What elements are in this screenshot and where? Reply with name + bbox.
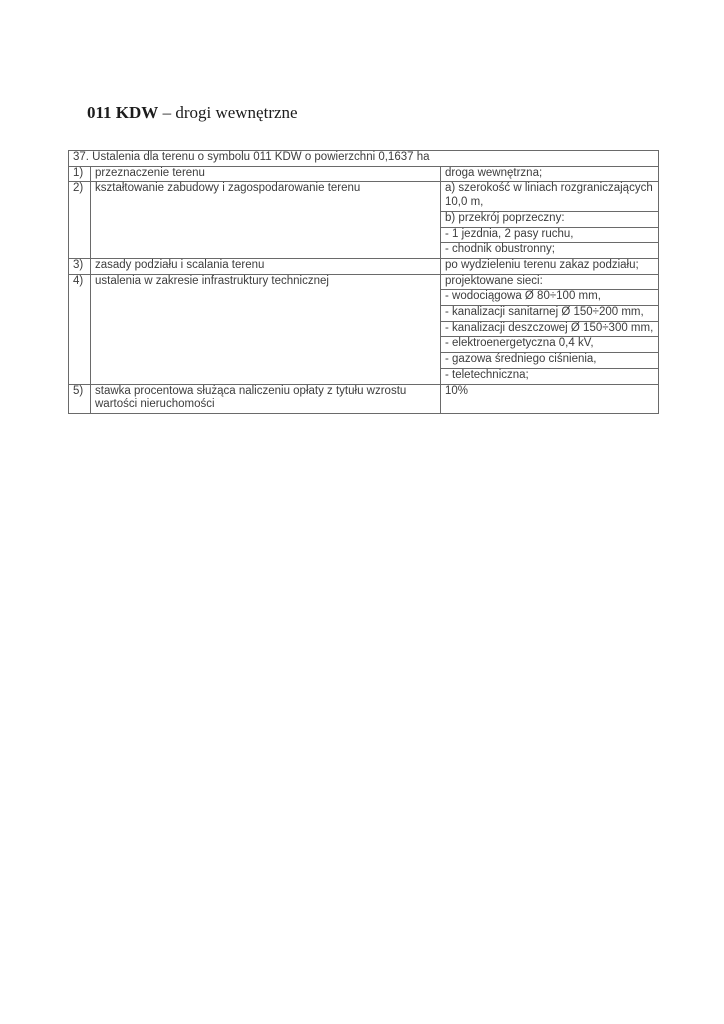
row-label: stawka procentowa służąca naliczeniu opłaty z tytułu wzrostu wartości nieruchomości bbox=[91, 384, 441, 413]
table-row bbox=[69, 166, 659, 182]
row-value: po wydzieleniu terenu zakaz podziału; bbox=[441, 258, 659, 274]
row-value: a) szerokość w liniach rozgraniczających 10,0 m, bbox=[441, 182, 659, 211]
row-value: - chodnik obustronny; bbox=[441, 243, 659, 259]
row-value: - kanalizacji sanitarnej Ø 150÷200 mm, bbox=[441, 306, 659, 322]
row-value: - teletechniczna; bbox=[441, 368, 659, 384]
row-value: - elektroenergetyczna 0,4 kV, bbox=[441, 337, 659, 353]
table-header-row bbox=[69, 151, 659, 167]
row-number: 3) bbox=[69, 258, 91, 274]
row-value: b) przekrój poprzeczny: bbox=[441, 211, 659, 227]
table-row bbox=[69, 182, 659, 211]
table-header-cell: 37. Ustalenia dla terenu o symbolu 011 KDW o powierzchni 0,1637 ha bbox=[69, 151, 659, 167]
row-label: ustalenia w zakresie infrastruktury technicznej bbox=[91, 274, 441, 384]
row-value: - 1 jezdnia, 2 pasy ruchu, bbox=[441, 227, 659, 243]
row-value: projektowane sieci: bbox=[441, 274, 659, 290]
page-title-description: – drogi wewnętrzne bbox=[158, 103, 298, 122]
row-value: - wodociągowa Ø 80÷100 mm, bbox=[441, 290, 659, 306]
row-number: 1) bbox=[69, 166, 91, 182]
row-label: przeznaczenie terenu bbox=[91, 166, 441, 182]
table-row bbox=[69, 258, 659, 274]
row-number: 2) bbox=[69, 182, 91, 259]
row-value: droga wewnętrzna; bbox=[441, 166, 659, 182]
row-value: 10% bbox=[441, 384, 659, 413]
table-row bbox=[69, 274, 659, 290]
row-label: kształtowanie zabudowy i zagospodarowanie terenu bbox=[91, 182, 441, 259]
row-label: zasady podziału i scalania terenu bbox=[91, 258, 441, 274]
row-number: 5) bbox=[69, 384, 91, 413]
zoning-settings-table bbox=[68, 150, 659, 414]
row-number: 4) bbox=[69, 274, 91, 384]
page-title bbox=[87, 103, 298, 123]
table-row bbox=[69, 384, 659, 413]
page-title-symbol: 011 KDW bbox=[87, 103, 159, 122]
row-value: - gazowa średniego ciśnienia, bbox=[441, 353, 659, 369]
row-value: - kanalizacji deszczowej Ø 150÷300 mm, bbox=[441, 321, 659, 337]
